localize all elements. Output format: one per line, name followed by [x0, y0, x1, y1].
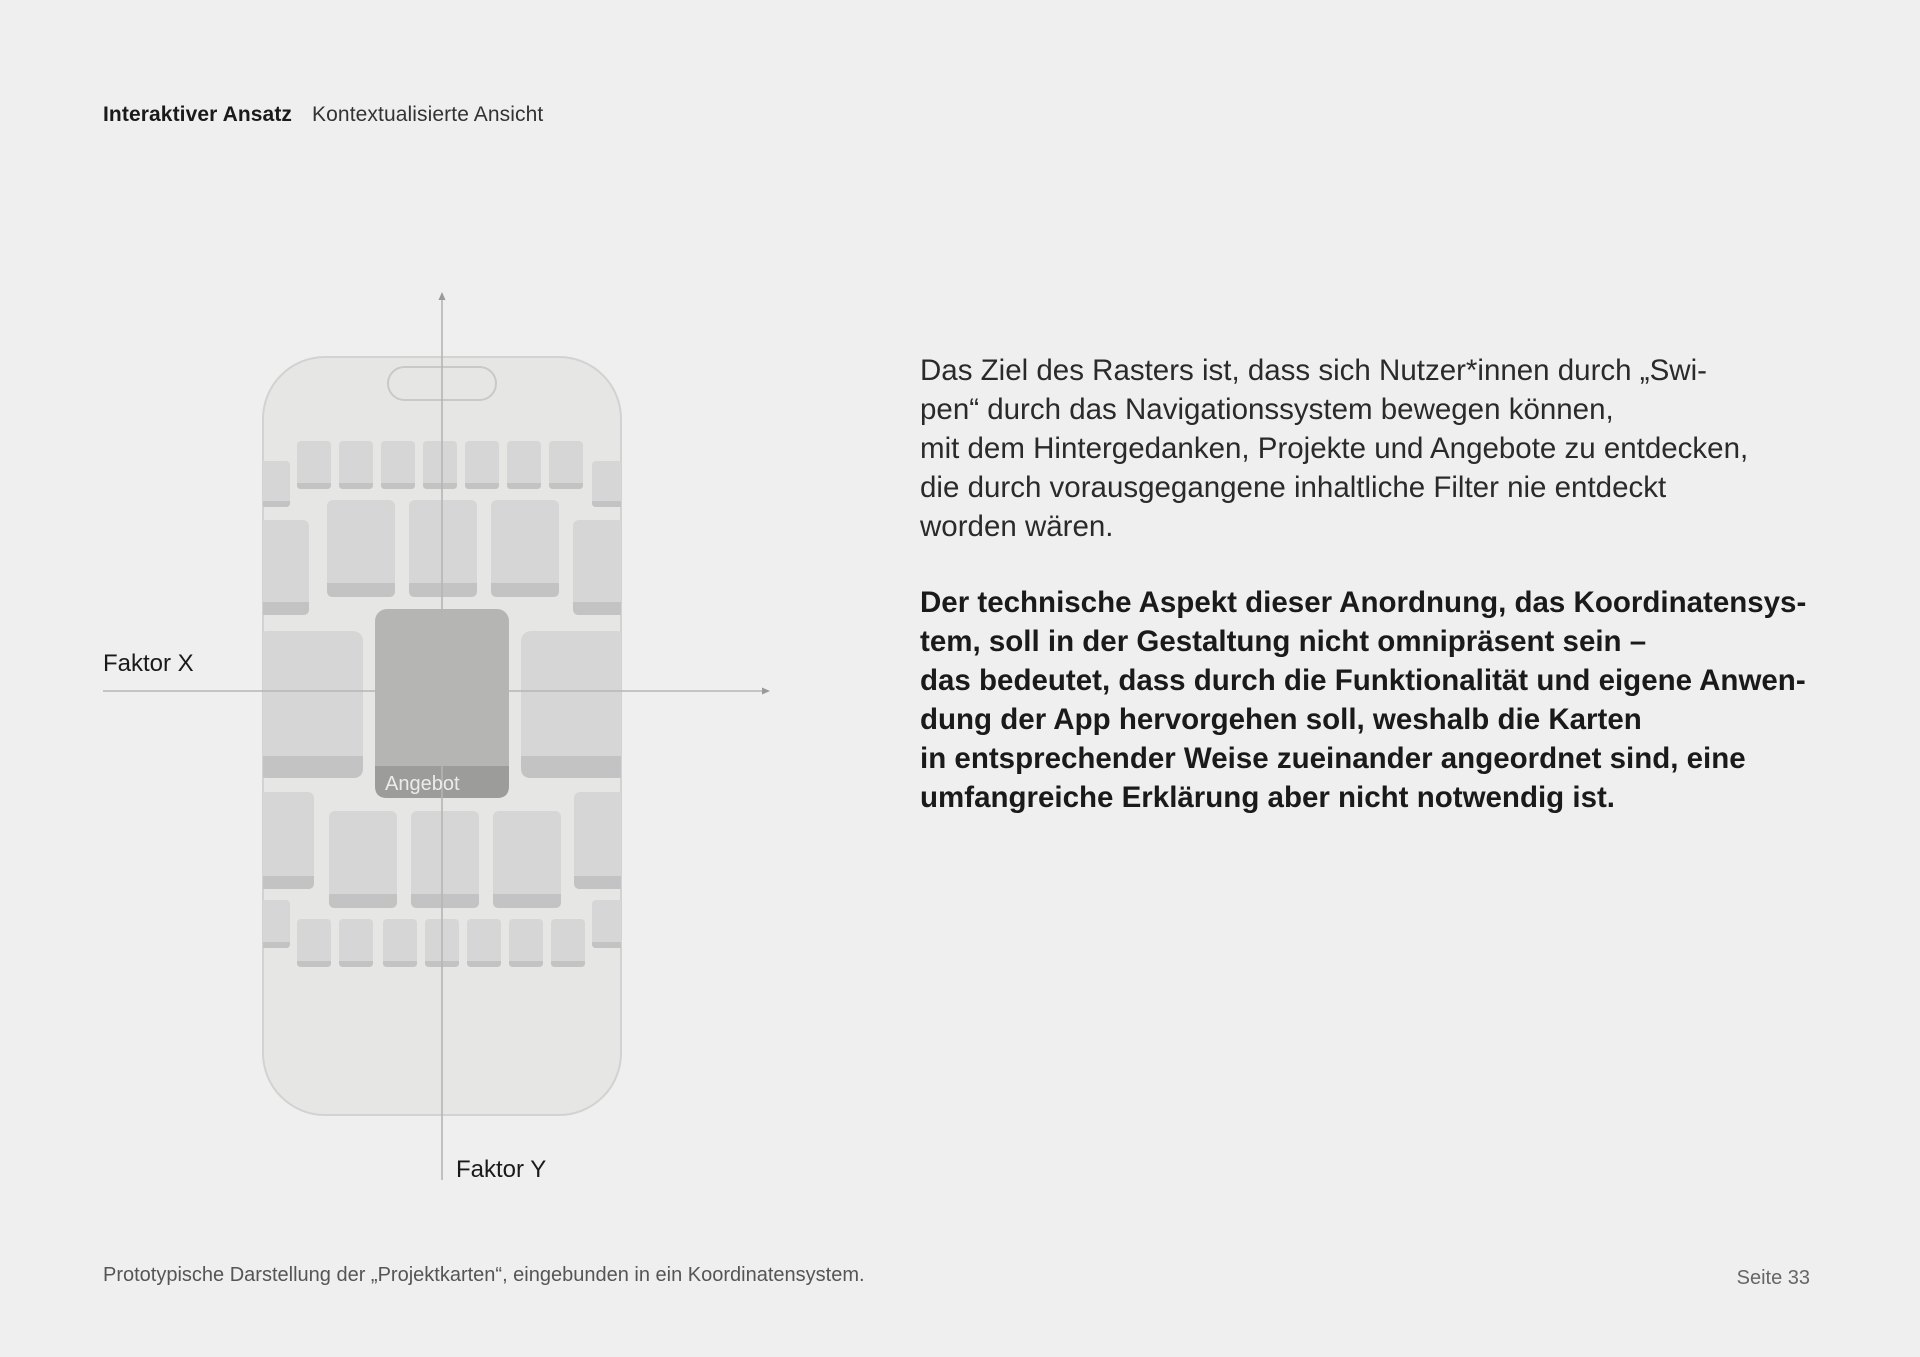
- page-number: Seite 33: [1736, 1267, 1810, 1289]
- x-axis-label: Faktor X: [103, 650, 194, 677]
- text-line: tem, soll in der Gestaltung nicht omnipräsent sein –: [920, 625, 1647, 658]
- card-footer: [329, 894, 397, 908]
- card-footer: [381, 483, 415, 489]
- project-card: [257, 792, 314, 889]
- project-card: [507, 441, 541, 489]
- text-line: dung der App hervorgehen soll, weshalb die Karten: [920, 703, 1642, 736]
- project-card: [465, 441, 499, 489]
- card-footer: [549, 483, 583, 489]
- project-card: [297, 919, 331, 967]
- project-card: [551, 919, 585, 967]
- card-footer: [339, 961, 373, 967]
- card-footer: [339, 483, 373, 489]
- card-footer: [573, 602, 625, 615]
- card-footer: [409, 583, 477, 597]
- card-footer: [257, 942, 290, 948]
- card-footer: [257, 876, 314, 889]
- paragraph-technical: [920, 583, 1820, 817]
- project-card: [327, 500, 395, 597]
- featured-card-label: Angebot: [385, 773, 460, 795]
- project-card: [521, 631, 627, 778]
- project-card: [409, 500, 477, 597]
- project-card: [257, 631, 363, 778]
- project-card: [257, 900, 290, 948]
- project-card: [411, 811, 479, 908]
- text-line: worden wären.: [920, 510, 1114, 543]
- card-footer: [257, 501, 290, 507]
- card-footer: [297, 483, 331, 489]
- text-line: in entsprechender Weise zueinander angeordnet sind, eine: [920, 742, 1746, 775]
- text-line: pen“ durch das Navigationssystem bewegen können,: [920, 393, 1614, 426]
- card-footer: [592, 501, 625, 507]
- subsection-title: Kontextualisierte Ansicht: [312, 103, 544, 126]
- project-card: [592, 461, 625, 507]
- text-line: Der technische Aspekt dieser Anordnung, das Koordinatensys-: [920, 586, 1807, 619]
- card-footer: [467, 961, 501, 967]
- card-footer: [551, 961, 585, 967]
- card-footer: [592, 942, 625, 948]
- text-line: das bedeutet, dass durch die Funktionalität und eigene Anwen-: [920, 664, 1806, 697]
- card-footer: [491, 583, 559, 597]
- card-footer: [509, 961, 543, 967]
- figure-caption: Prototypische Darstellung der „Projektkarten“, eingebunden in ein Koordinatensystem.: [103, 1264, 865, 1286]
- card-footer: [465, 483, 499, 489]
- text-line: Das Ziel des Rasters ist, dass sich Nutzer*innen durch „Swi-: [920, 354, 1707, 387]
- card-footer: [297, 961, 331, 967]
- project-card: [257, 461, 290, 507]
- project-card: [467, 919, 501, 967]
- card-footer: [521, 756, 627, 778]
- project-card: [573, 520, 625, 615]
- project-card: [423, 441, 457, 489]
- project-card: [383, 919, 417, 967]
- text-line: umfangreiche Erklärung aber nicht notwendig ist.: [920, 781, 1615, 814]
- card-footer: [257, 756, 363, 778]
- card-footer: [411, 894, 479, 908]
- project-card: [493, 811, 561, 908]
- project-card: [329, 811, 397, 908]
- card-footer: [383, 961, 417, 967]
- project-card: [339, 919, 373, 967]
- project-card: [509, 919, 543, 967]
- x-axis-arrow: [762, 688, 770, 695]
- project-card: [549, 441, 583, 489]
- section-title: Interaktiver Ansatz: [103, 103, 293, 126]
- y-axis-label: Faktor Y: [456, 1156, 547, 1183]
- card-footer: [327, 583, 395, 597]
- project-card: [339, 441, 373, 489]
- text-line: die durch vorausgegangene inhaltliche Filter nie entdeckt: [920, 471, 1667, 504]
- card-footer: [257, 602, 309, 615]
- project-card: [297, 441, 331, 489]
- paragraph-intro: [920, 351, 1820, 546]
- card-footer: [493, 894, 561, 908]
- project-card: [381, 441, 415, 489]
- project-card: [491, 500, 559, 597]
- project-card: [257, 520, 309, 615]
- project-card: [592, 900, 625, 948]
- card-footer: [574, 876, 631, 889]
- card-footer: [423, 483, 457, 489]
- project-card: [574, 792, 631, 889]
- card-footer: [507, 483, 541, 489]
- y-axis-arrow: [439, 292, 446, 300]
- text-line: mit dem Hintergedanken, Projekte und Angebote zu entdecken,: [920, 432, 1749, 465]
